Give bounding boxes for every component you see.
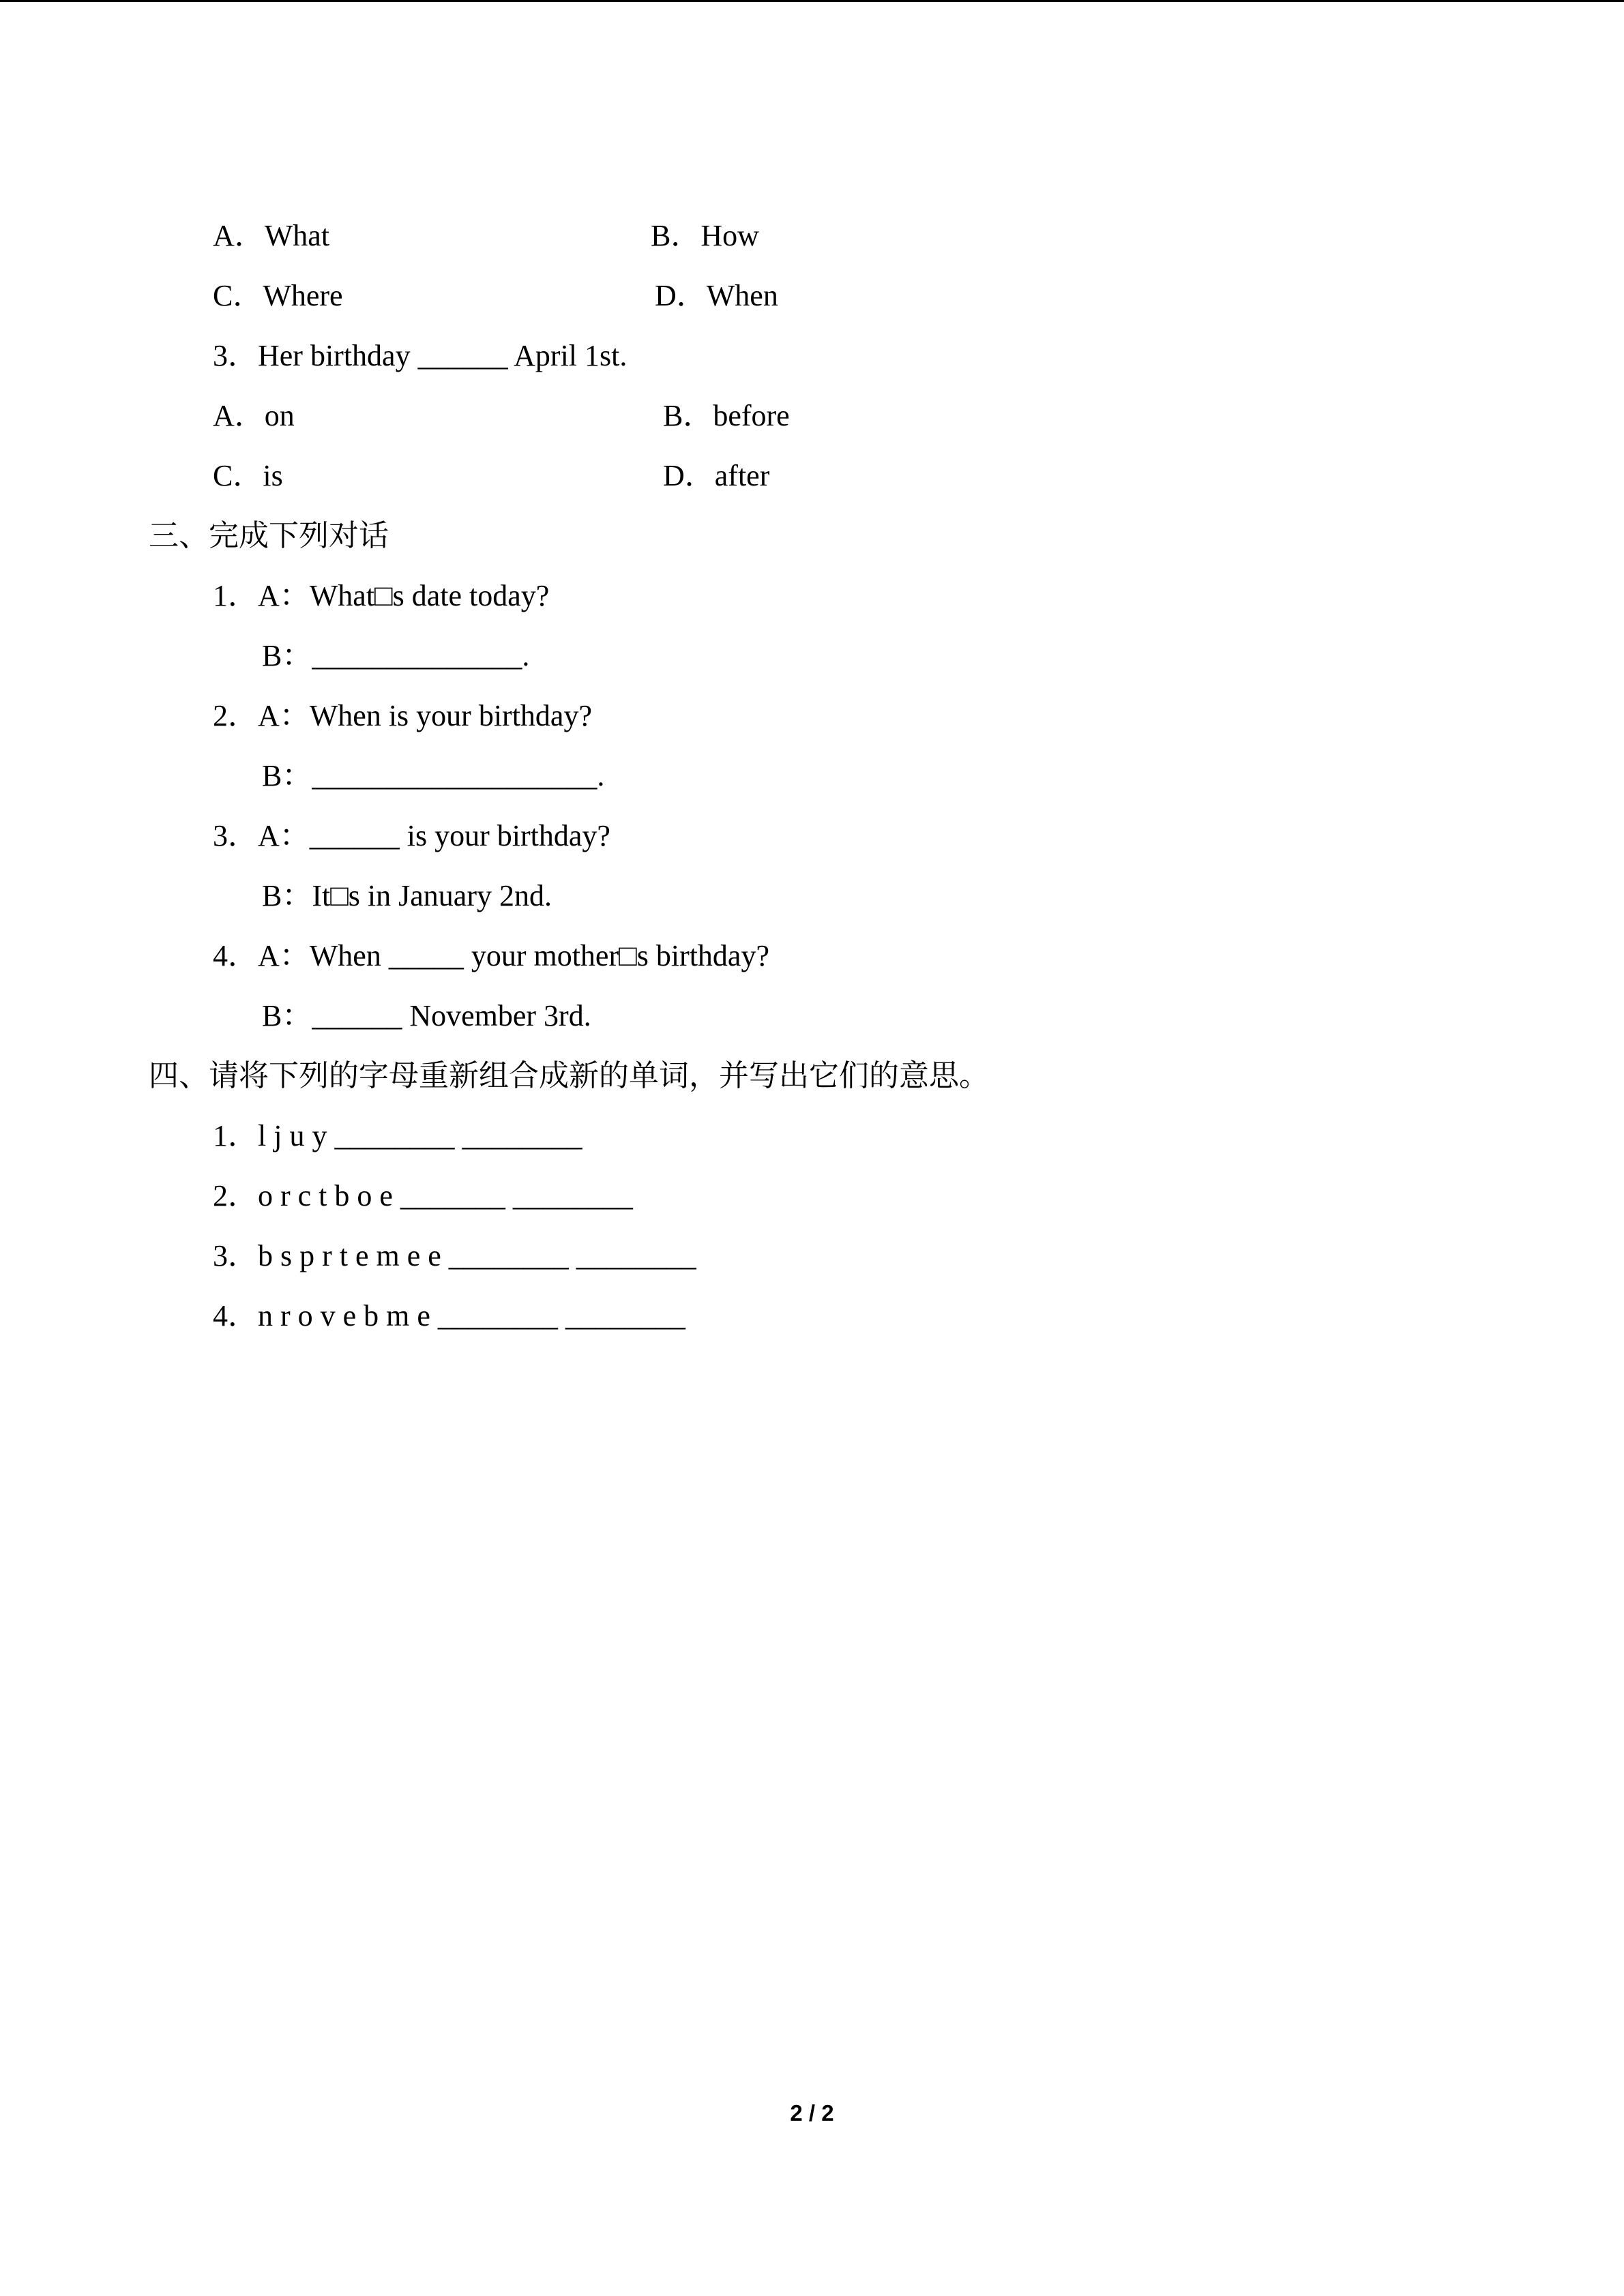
dialogue2-line-b: B：___________________.: [262, 759, 605, 792]
q3-option-c: C．is: [213, 459, 283, 492]
dialogue1-line-b: B：______________.: [262, 639, 530, 672]
dialogue4-line-b: B：______ November 3rd.: [262, 999, 591, 1032]
dialogue2-line-a: 2．A：When is your birthday?: [213, 699, 592, 732]
page-top-border: [0, 0, 1624, 2]
section4-heading: 四、请将下列的字母重新组合成新的单词，并写出它们的意思。: [149, 1058, 989, 1093]
q2-option-d: D．When: [655, 279, 778, 312]
page-number: 2 / 2: [790, 2100, 834, 2126]
scramble-item-1: 1．l j u y ________ ________: [213, 1119, 582, 1152]
dialogue3-line-b: B：It□s in January 2nd.: [262, 879, 552, 912]
dialogue4-line-a: 4．A：When _____ your mother□s birthday?: [213, 939, 769, 972]
q3-option-a: A．on: [213, 399, 295, 432]
q3-option-b: B．before: [663, 399, 790, 432]
q3-option-d: D．after: [663, 459, 770, 492]
q2-option-c: C．Where: [213, 279, 343, 312]
dialogue1-line-a: 1．A：What□s date today?: [213, 579, 550, 612]
section3-heading: 三、完成下列对话: [149, 518, 389, 553]
dialogue3-line-a: 3．A：______ is your birthday?: [213, 819, 610, 852]
q3-question: 3．Her birthday ______ April 1st.: [213, 339, 628, 372]
q2-option-b: B．How: [651, 219, 759, 252]
scramble-item-2: 2．o r c t b o e _______ ________: [213, 1179, 633, 1212]
scramble-item-4: 4．n r o v e b m e ________ ________: [213, 1299, 685, 1332]
scramble-item-3: 3．b s p r t e m e e ________ ________: [213, 1239, 696, 1272]
q2-option-a: A．What: [213, 219, 330, 252]
